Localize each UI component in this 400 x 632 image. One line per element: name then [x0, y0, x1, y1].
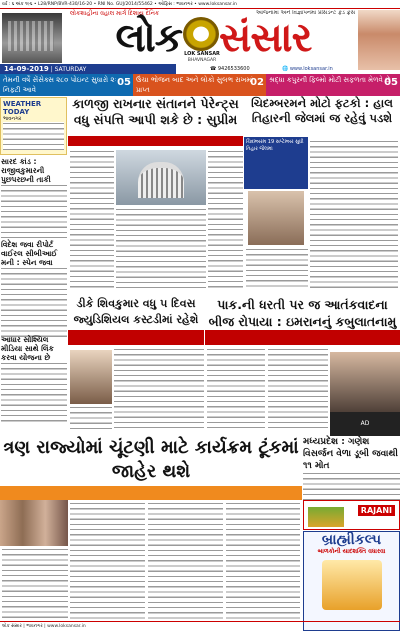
teaser-box-2[interactable]	[133, 74, 266, 96]
left-story-2[interactable]	[1, 240, 67, 337]
left-story-headline: સારદ કાંડ : રાજીવકુમારની પુછપરછની તાકી	[1, 157, 51, 184]
election-subhead	[0, 486, 302, 500]
issue-date: 14-09-2019	[4, 65, 49, 73]
teaser-text: શ્રદ્ધા કપુરની ફિલ્મો મોટી સફળતા મેળવે છે	[269, 76, 391, 84]
weather-label: WEATHER TODAY	[3, 100, 42, 116]
shivakumar-text	[114, 348, 204, 432]
ad-title: બ્રાહ્મીકલ્પ	[321, 532, 382, 548]
date-bar: 14-09-2019 | SATURDAY	[0, 64, 176, 74]
emblem-icon	[183, 17, 219, 51]
election-text-2	[148, 502, 223, 620]
main-story-text	[70, 150, 114, 290]
top-right-note: આજનામાં અને વિજ્ઞાપનમાં પ્રેસિડન્ટ ફેડ ફ્રેસ	[256, 10, 356, 16]
teaser-page: 05	[117, 77, 131, 88]
election-text-4	[2, 548, 68, 620]
teaser-page: 05	[384, 77, 398, 88]
brahmikalp-advertisement[interactable]	[303, 531, 400, 631]
brand-place: BHAVNAGAR	[187, 58, 217, 63]
logo-title-right: સંસાર	[219, 14, 312, 61]
main-story-text-2	[116, 208, 206, 290]
right-story-text	[310, 140, 398, 290]
weather-box	[0, 97, 67, 155]
rajani-brand: RAJANI	[358, 505, 395, 516]
teaser-box-1[interactable]	[0, 74, 133, 96]
imran-text-2	[268, 348, 328, 432]
supreme-court-photo	[116, 150, 206, 205]
brand-name: LOK SANSAR	[184, 51, 220, 57]
weather-city: ભાવનગર	[3, 116, 22, 122]
teaser-text: તેમની વર્ષે સેંસેક્સ ૨૮૦ પોઇન્ટ સુધારો ૨ઃ નિફ્ટી આવે	[3, 76, 117, 94]
page-footer: લોક સંસાર | ભાવનગર | www.loksansar.in	[0, 621, 400, 631]
teaser-box-3[interactable]	[266, 74, 400, 96]
stock-market-image	[2, 13, 62, 63]
left-story-3[interactable]	[1, 335, 67, 422]
mp-headline: મધ્યપ્રદેશ : ગણેશ વિસર્જન વેળા ડૂબી જવાથી ૧૧ મોત	[303, 437, 398, 471]
election-text	[70, 502, 145, 620]
main-subhead-strip	[68, 136, 243, 146]
logo-title-left: લોક	[115, 14, 182, 61]
mp-story[interactable]	[303, 436, 400, 498]
imran-subhead	[205, 330, 400, 345]
shivakumar-photo	[70, 350, 112, 404]
masthead-tagline: લોકશાહીના વહાલ માર્ગ દિશાય દૈનિક	[70, 10, 160, 17]
teaser-page: 02	[250, 77, 264, 88]
shivakumar-subhead	[68, 330, 204, 345]
ad-subtitle: બાળકોની યાદશક્તિ વધારવા	[317, 548, 386, 555]
side-advertisement[interactable]: AD	[330, 412, 400, 436]
chidambaram-photo	[248, 191, 304, 245]
main-story-text-3	[208, 150, 243, 290]
product-bottle-image	[322, 560, 382, 610]
imran-headline[interactable]: પાક.ની ધરતી પર જ આતંકવાદના બીજ રોપાયા : ઇમરાનનું કબુલાતનામુ	[208, 297, 397, 329]
right-highlight-box: ચિદમ્બરમ 19 સપ્ટેમ્બર સુધી તિહાર જેલમાં	[244, 137, 308, 189]
top-strip-text: વર્ષ : ૬ અંક ૧૯૬ • L28/RNP/BVR-430/16-20 • RNI No. GUJ/2014/55462 • ઓફિસ : ભાવનગર • www.loksansar.in	[2, 2, 237, 7]
rajani-advertisement[interactable]	[303, 500, 400, 530]
model-photo	[358, 10, 400, 70]
politicians-photo	[0, 500, 68, 546]
shivakumar-headline[interactable]: ડીકે શિવકુમાર વધુ ૫ દિવસ જ્યુડિશિયલ કસ્ટડીમાં રહેશે	[73, 297, 199, 326]
contact-phone: ☎ 9426533600	[210, 66, 250, 72]
website-link[interactable]: 🌐 www.loksansar.in	[282, 66, 333, 72]
right-story-text-2	[246, 248, 308, 290]
election-headline[interactable]: ત્રણ રાજ્યોમાં ચૂંટણી માટે કાર્યક્રમ ટૂંકમાં જાહેર થશે	[3, 437, 299, 482]
election-text-3	[226, 502, 300, 620]
left-story-headline: આધાર સોશ્યિલ મીડિયા સાથે લિંક કરવા યોજના છે	[1, 335, 54, 362]
right-headline[interactable]: ચિદમ્બરમને મોટો ફટકો : હાલ તિહારની જેલમાં જ રહેવું પડશે	[251, 96, 393, 125]
left-story-headline: વિદેશ જવા રીપોર્ટ વાઈરલ સીબીઆઈ મની : સ્પેન જવા	[1, 240, 58, 267]
main-headline[interactable]: કાળજી રાખનાર સંતાનને પેરેન્ટ્સ વધુ સંપત્તિ આપી શકે છે : સુપ્રીમ	[72, 96, 239, 127]
imran-text	[207, 348, 265, 432]
shivakumar-text-2	[70, 406, 112, 432]
top-info-strip	[0, 0, 400, 9]
product-image	[308, 507, 344, 527]
issue-day: SATURDAY	[54, 66, 87, 73]
teaser-text: ઉંચા ભોજન બાદ અને લોકો સુલભ રાખમાં પ્રાપ્ત	[136, 76, 254, 94]
left-story-1[interactable]	[1, 157, 67, 242]
imran-khan-photo	[330, 352, 400, 412]
